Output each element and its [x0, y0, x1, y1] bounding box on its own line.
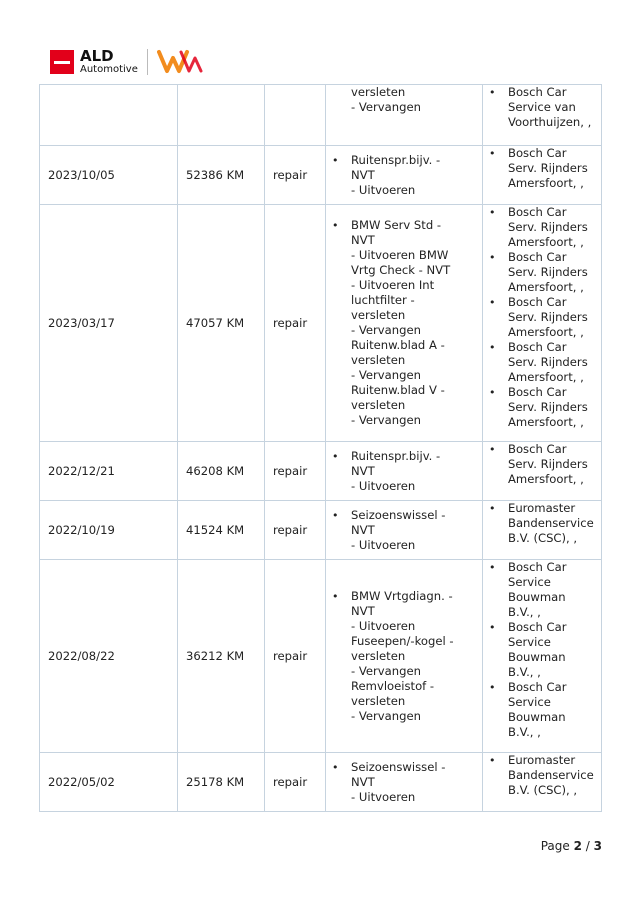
table-row [40, 753, 602, 812]
page-total: 3 [593, 839, 602, 853]
service-description-cell [326, 85, 483, 146]
description-line: NVT [351, 233, 375, 247]
description-line: NVT [351, 603, 375, 618]
page-current: 2 [573, 839, 582, 853]
table-row [40, 501, 602, 560]
page-separator: / [585, 839, 590, 853]
garage-line: B.V., , [508, 605, 541, 619]
service-date-cell: 2022/12/21 [40, 442, 178, 501]
service-type-cell: repair [265, 501, 326, 560]
garage-list-item: • Bosch Car [489, 442, 593, 457]
mileage-cell: 52386 KM [178, 146, 265, 205]
brand-name: ALD [80, 47, 114, 65]
description-line: versleten [351, 308, 406, 322]
garage-line: Bouwman [508, 650, 566, 664]
garage-line: B.V. (CSC), , [508, 531, 578, 545]
description-line: versleten [351, 398, 406, 412]
garage-list-item: • Bosch Car [489, 295, 593, 310]
garage-line: Amersfoort, , [508, 325, 584, 339]
description-line: - Uitvoeren [351, 789, 416, 804]
garage-cell [483, 753, 602, 812]
garage-cell [483, 442, 602, 501]
description-line: versleten [351, 693, 406, 708]
mileage-cell: 47057 KM [178, 205, 265, 442]
description-line: - Vervangen [351, 663, 421, 678]
garage-list-item: • Euromaster [489, 753, 593, 768]
brand-sub: Automotive [80, 64, 138, 75]
service-date-cell: 2022/10/19 [40, 501, 178, 560]
table-row [40, 442, 602, 501]
garage-line: Serv. Rijnders [508, 457, 588, 471]
description-line: - Uitvoeren [351, 478, 416, 493]
garage-list-item: • Bosch Car [489, 146, 593, 161]
maintenance-history-table [39, 84, 602, 812]
service-date-cell [40, 85, 178, 146]
description-line: Ruitenw.blad A - [351, 338, 445, 352]
garage-line: Serv. Rijnders [508, 220, 588, 234]
garage-cell [483, 205, 602, 442]
garage-line: Amersfoort, , [508, 370, 584, 384]
page-number [541, 839, 602, 853]
description-line: Remvloeistof - [351, 678, 435, 693]
garage-list-item: • Euromaster [489, 501, 593, 516]
description-line: • BMW Serv Std - [332, 218, 474, 233]
service-type-cell: repair [265, 442, 326, 501]
garage-line: Serv. Rijnders [508, 161, 588, 175]
service-type-cell: repair [265, 560, 326, 753]
service-date-cell: 2023/10/05 [40, 146, 178, 205]
garage-line: Bouwman [508, 590, 566, 604]
description-line: NVT [351, 774, 375, 789]
description-line: - Vervangen [351, 413, 421, 427]
mileage-cell [178, 85, 265, 146]
description-line: versleten [351, 353, 406, 367]
description-line: - Uitvoeren [351, 182, 416, 197]
mileage-cell: 36212 KM [178, 560, 265, 753]
description-line: Ruitenw.blad V - [351, 383, 445, 397]
mileage-cell: 41524 KM [178, 501, 265, 560]
garage-list-item: • Bosch Car [489, 85, 593, 100]
service-type-cell [265, 85, 326, 146]
garage-line: Service [508, 575, 551, 589]
garage-list-item: • Bosch Car [489, 680, 593, 695]
garage-line: Service van [508, 100, 576, 114]
garage-list-item: • Bosch Car [489, 560, 593, 575]
service-description-cell [326, 442, 483, 501]
garage-line: Amersfoort, , [508, 415, 584, 429]
service-description-cell [326, 146, 483, 205]
service-type-cell: repair [265, 205, 326, 442]
service-description-cell [326, 753, 483, 812]
garage-line: Bouwman [508, 710, 566, 724]
service-type-cell: repair [265, 146, 326, 205]
service-date-cell: 2022/08/22 [40, 560, 178, 753]
garage-list-item: • Bosch Car [489, 385, 593, 400]
description-line: NVT [351, 167, 375, 182]
garage-line: Bandenservice [508, 768, 594, 782]
garage-line: B.V. (CSC), , [508, 783, 578, 797]
description-line: - Uitvoeren Int [351, 278, 435, 292]
garage-line: Service [508, 695, 551, 709]
description-line: versleten [351, 85, 406, 99]
w-brand-logo-icon [157, 49, 205, 75]
garage-line: B.V., , [508, 725, 541, 739]
description-line: Vrtg Check - NVT [351, 263, 451, 277]
description-line: • Ruitenspr.bijv. - [332, 153, 474, 168]
description-line: NVT [351, 522, 375, 537]
garage-line: Serv. Rijnders [508, 400, 588, 414]
garage-line: Amersfoort, , [508, 472, 584, 486]
garage-line: Amersfoort, , [508, 235, 584, 249]
description-line: - Vervangen [351, 708, 421, 723]
description-line: Fuseepen/-kogel - [351, 633, 454, 648]
table-row [40, 205, 602, 442]
service-description-cell [326, 205, 483, 442]
garage-cell [483, 146, 602, 205]
garage-line: B.V., , [508, 665, 541, 679]
description-line: - Vervangen [351, 100, 421, 114]
description-line: • BMW Vrtgdiagn. - [332, 589, 474, 604]
garage-list-item: • Bosch Car [489, 620, 593, 635]
service-description-cell [326, 560, 483, 753]
garage-line: Serv. Rijnders [508, 355, 588, 369]
mileage-cell: 46208 KM [178, 442, 265, 501]
garage-cell [483, 560, 602, 753]
description-line: versleten [351, 648, 406, 663]
garage-line: Amersfoort, , [508, 176, 584, 190]
service-description-cell [326, 501, 483, 560]
description-line: NVT [351, 463, 375, 478]
table-row [40, 85, 602, 146]
logo-divider [147, 49, 148, 75]
garage-list-item: • Bosch Car [489, 340, 593, 355]
description-line: • Seizoenswissel - [332, 508, 474, 523]
garage-cell [483, 85, 602, 146]
service-date-cell: 2023/03/17 [40, 205, 178, 442]
ald-logo-icon [50, 50, 74, 74]
page-label: Page [540, 839, 570, 853]
garage-line: Service [508, 635, 551, 649]
garage-line: Serv. Rijnders [508, 310, 588, 324]
table-row [40, 560, 602, 753]
description-line: - Vervangen [351, 368, 421, 382]
garage-cell [483, 501, 602, 560]
description-line: • Seizoenswissel - [332, 760, 474, 775]
garage-line: Voorthuijzen, , [508, 115, 592, 129]
description-line: - Uitvoeren [351, 537, 416, 552]
garage-line: Bandenservice [508, 516, 594, 530]
table-row [40, 146, 602, 205]
service-date-cell: 2022/05/02 [40, 753, 178, 812]
description-line: - Vervangen [351, 323, 421, 337]
description-line: - Uitvoeren [351, 618, 416, 633]
garage-list-item: • Bosch Car [489, 250, 593, 265]
garage-line: Amersfoort, , [508, 280, 584, 294]
garage-list-item: • Bosch Car [489, 205, 593, 220]
description-line: • Ruitenspr.bijv. - [332, 449, 474, 464]
description-line: luchtfilter - [351, 293, 415, 307]
description-line: - Uitvoeren BMW [351, 248, 449, 262]
service-type-cell: repair [265, 753, 326, 812]
page-header [50, 48, 250, 78]
mileage-cell: 25178 KM [178, 753, 265, 812]
garage-line: Serv. Rijnders [508, 265, 588, 279]
